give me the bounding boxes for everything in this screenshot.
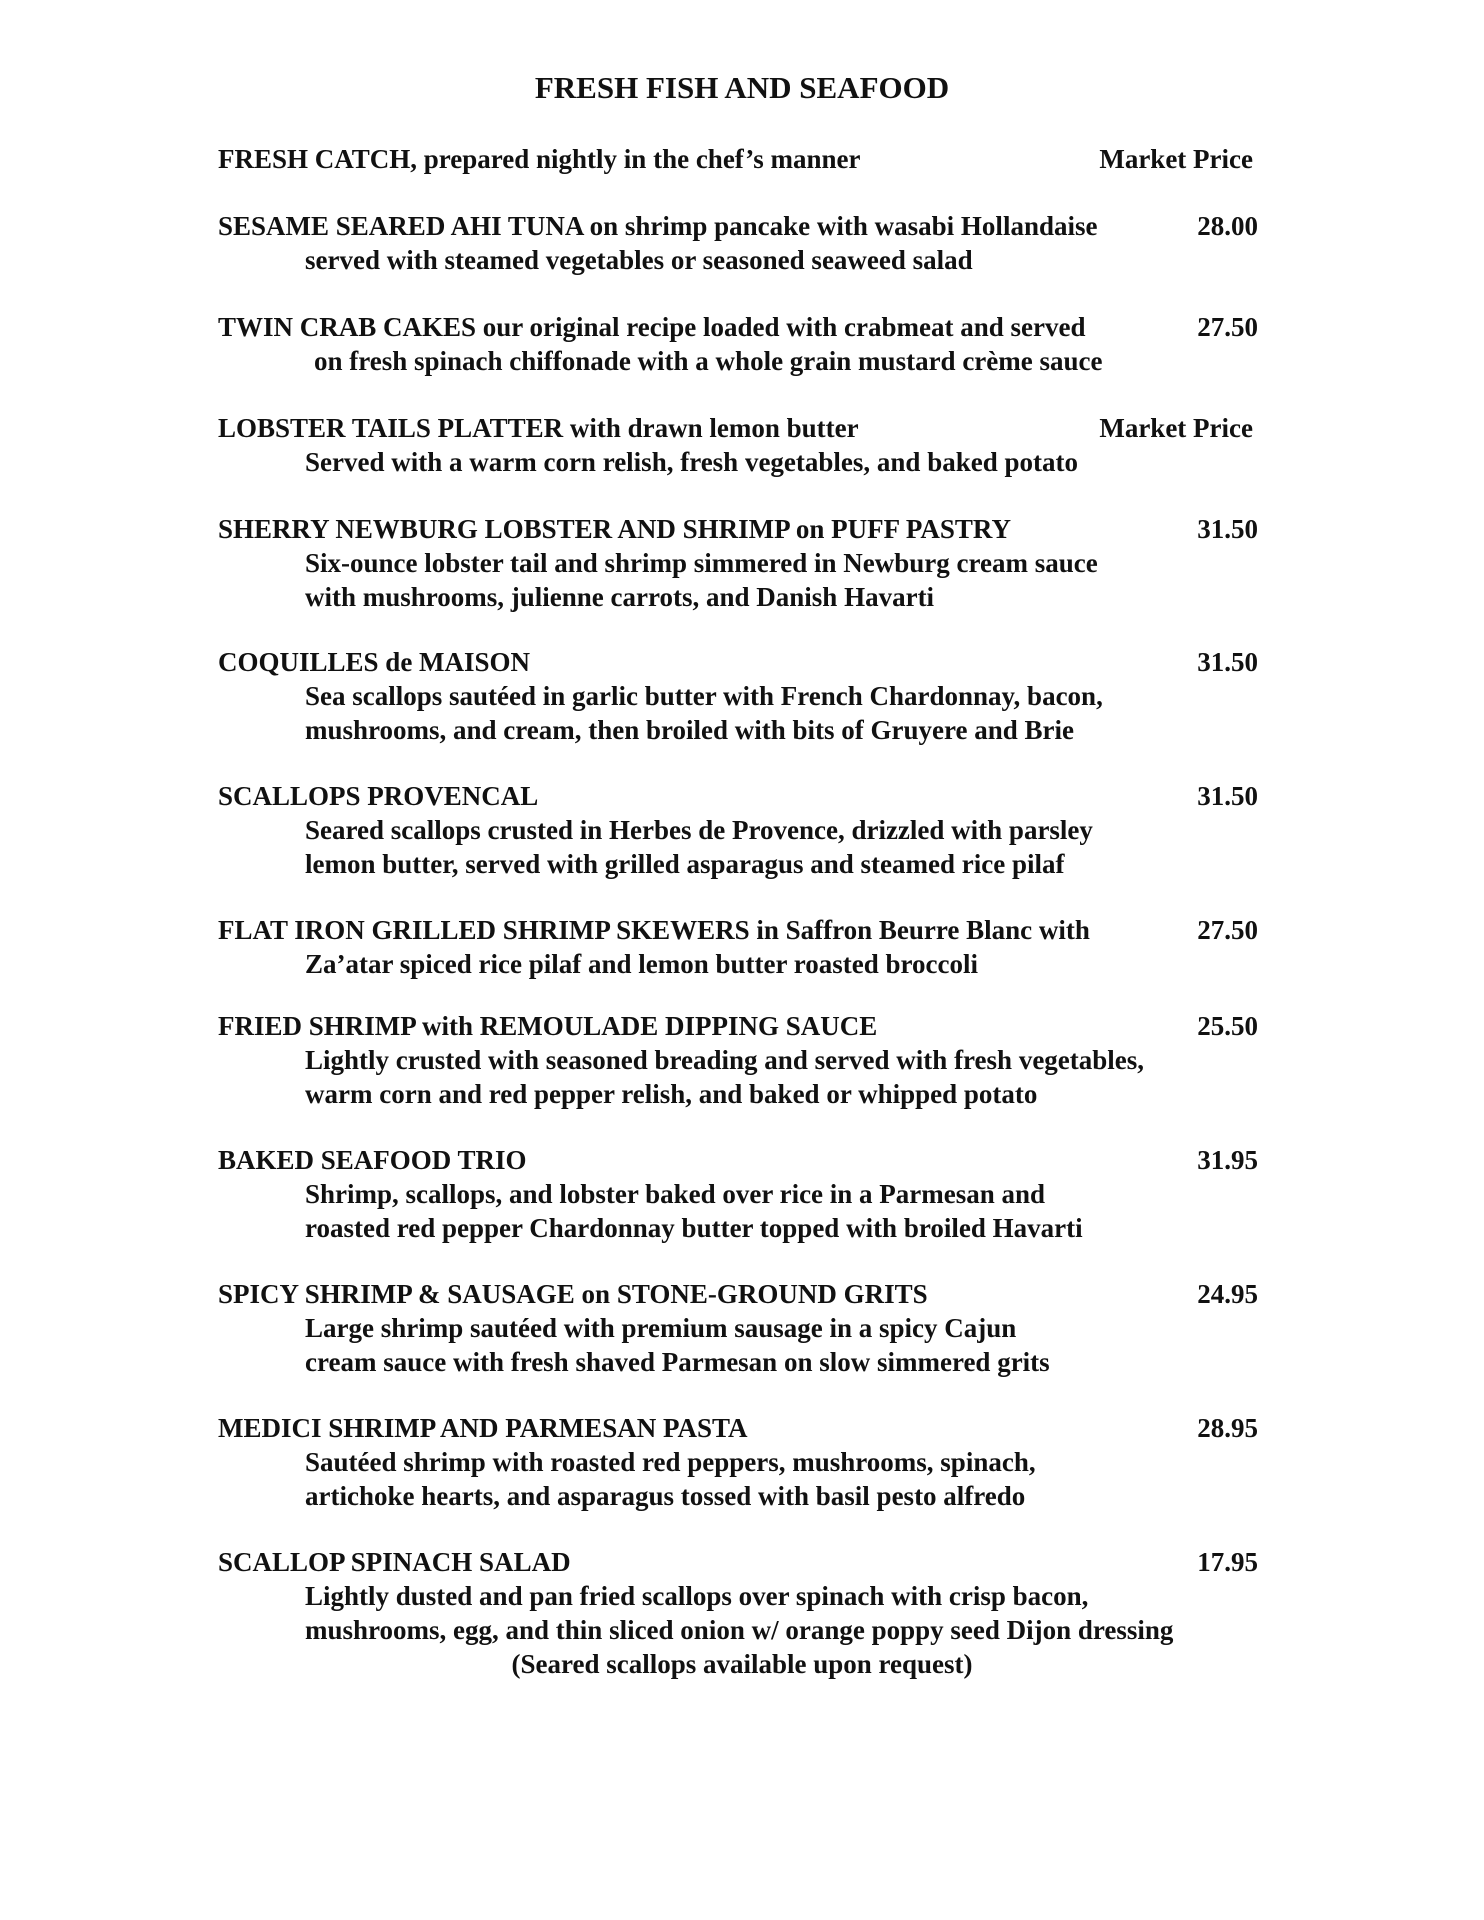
- item-price: 25.50: [1197, 1011, 1258, 1041]
- item-name: SCALLOPS PROVENCAL: [218, 781, 539, 811]
- item-description: on fresh spinach chiffonade with a whole grain mustard crème sauce: [314, 346, 1103, 376]
- item-price: Market Price: [1099, 144, 1253, 174]
- item-price: 24.95: [1197, 1279, 1258, 1309]
- item-description: Large shrimp sautéed with premium sausage in a spicy Cajun: [305, 1313, 1017, 1343]
- item-name: BAKED SEAFOOD TRIO: [218, 1145, 527, 1175]
- item-name: FRIED SHRIMP with REMOULADE DIPPING SAUCE: [218, 1011, 878, 1041]
- menu-item: [218, 1545, 1268, 1647]
- item-description: Seared scallops crusted in Herbes de Provence, drizzled with parsley: [305, 815, 1093, 845]
- item-description: artichoke hearts, and asparagus tossed with basil pesto alfredo: [305, 1481, 1026, 1511]
- menu-item: [218, 913, 1268, 981]
- menu-item: [218, 779, 1268, 881]
- item-description: mushrooms, and cream, then broiled with bits of Gruyere and Brie: [305, 715, 1075, 745]
- item-description: Sautéed shrimp with roasted red peppers, mushrooms, spinach,: [305, 1447, 1036, 1477]
- item-name: FLAT IRON GRILLED SHRIMP SKEWERS in Saffron Beurre Blanc with: [218, 915, 1090, 945]
- item-description: Za’atar spiced rice pilaf and lemon butter roasted broccoli: [305, 949, 978, 979]
- menu-item: [218, 1143, 1268, 1245]
- item-name: SESAME SEARED AHI TUNA on shrimp pancake with wasabi Hollandaise: [218, 211, 1098, 241]
- item-description: Shrimp, scallops, and lobster baked over rice in a Parmesan and: [305, 1179, 1046, 1209]
- item-price: Market Price: [1099, 413, 1253, 443]
- item-description: Lightly dusted and pan fried scallops over spinach with crisp bacon,: [305, 1581, 1089, 1611]
- item-description: served with steamed vegetables or seasoned seaweed salad: [305, 245, 973, 275]
- item-name: SPICY SHRIMP & SAUSAGE on STONE-GROUND GRITS: [218, 1279, 928, 1309]
- item-description: Served with a warm corn relish, fresh vegetables, and baked potato: [305, 447, 1078, 477]
- item-price: 31.50: [1197, 647, 1258, 677]
- item-name: FRESH CATCH, prepared nightly in the chef’s manner: [218, 144, 861, 174]
- menu-item: [218, 1009, 1268, 1111]
- menu-title: FRESH FISH AND SEAFOOD: [534, 70, 950, 105]
- availability-note: (Seared scallops available upon request): [511, 1649, 973, 1679]
- item-name: TWIN CRAB CAKES our original recipe loaded with crabmeat and served: [218, 312, 1086, 342]
- menu-item: [218, 310, 1268, 378]
- menu-item: [218, 512, 1268, 614]
- menu-item: [218, 209, 1268, 277]
- item-name: MEDICI SHRIMP AND PARMESAN PASTA: [218, 1413, 748, 1443]
- item-description: roasted red pepper Chardonnay butter topped with broiled Havarti: [305, 1213, 1083, 1243]
- item-description: cream sauce with fresh shaved Parmesan on slow simmered grits: [305, 1347, 1050, 1377]
- item-description: with mushrooms, julienne carrots, and Danish Havarti: [305, 582, 935, 612]
- item-name: LOBSTER TAILS PLATTER with drawn lemon butter: [218, 413, 859, 443]
- item-description: mushrooms, egg, and thin sliced onion w/ orange poppy seed Dijon dressing: [305, 1615, 1174, 1645]
- item-description: Sea scallops sautéed in garlic butter with French Chardonnay, bacon,: [305, 681, 1103, 711]
- item-price: 27.50: [1197, 312, 1258, 342]
- item-name: SCALLOP SPINACH SALAD: [218, 1547, 571, 1577]
- item-description: Lightly crusted with seasoned breading and served with fresh vegetables,: [305, 1045, 1145, 1075]
- item-price: 17.95: [1197, 1547, 1258, 1577]
- item-price: 28.00: [1197, 211, 1258, 241]
- menu-item: [218, 1277, 1268, 1379]
- item-description: lemon butter, served with grilled asparagus and steamed rice pilaf: [305, 849, 1065, 879]
- item-description: Six-ounce lobster tail and shrimp simmered in Newburg cream sauce: [305, 548, 1098, 578]
- item-name: SHERRY NEWBURG LOBSTER AND SHRIMP on PUFF PASTRY: [218, 514, 1011, 544]
- item-description: warm corn and red pepper relish, and baked or whipped potato: [305, 1079, 1038, 1109]
- item-price: 31.50: [1197, 781, 1258, 811]
- menu-item: [218, 142, 1268, 176]
- menu-item: [218, 645, 1268, 747]
- item-name: COQUILLES de MAISON: [218, 647, 531, 677]
- menu-item: [218, 1411, 1268, 1513]
- item-price: 27.50: [1197, 915, 1258, 945]
- item-price: 28.95: [1197, 1413, 1258, 1443]
- menu-item: [218, 411, 1268, 479]
- item-price: 31.95: [1197, 1145, 1258, 1175]
- item-price: 31.50: [1197, 514, 1258, 544]
